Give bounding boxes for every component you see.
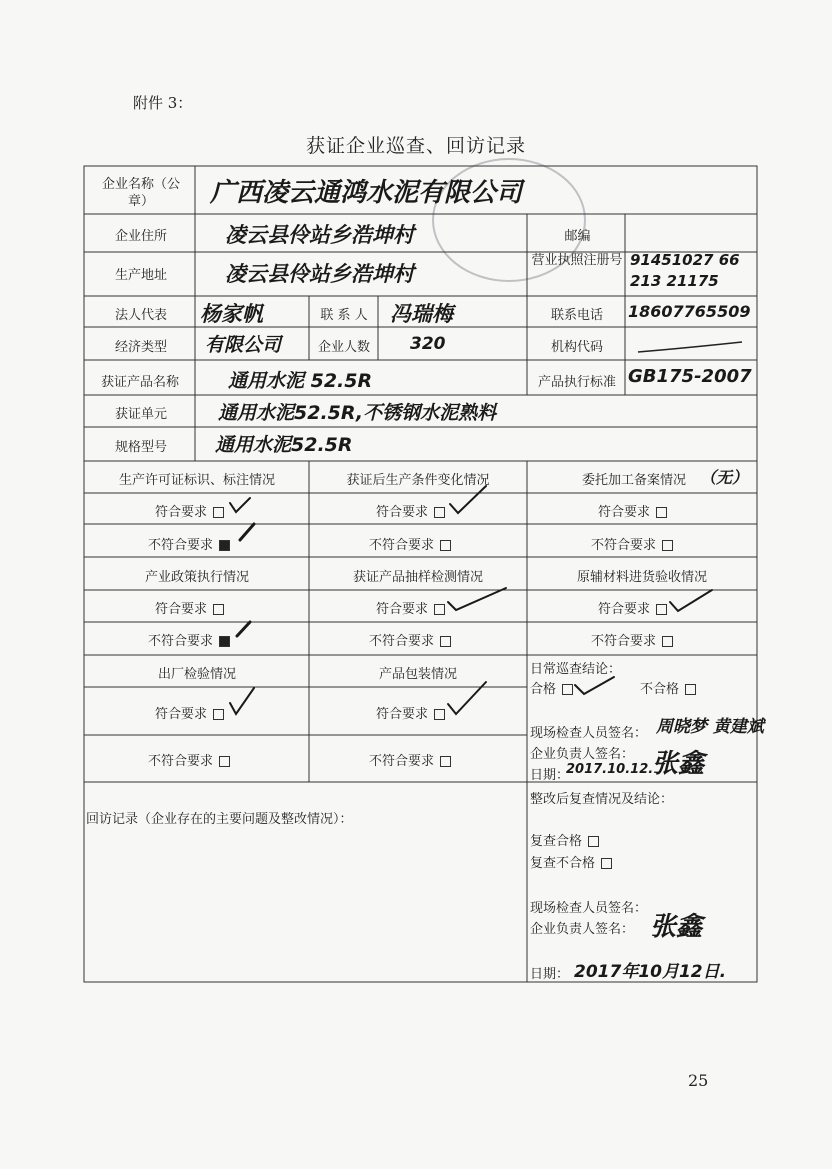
outsourcing-header: 委托加工备案情况	[582, 473, 687, 488]
recheck-pass[interactable]: 复查合格	[530, 830, 599, 849]
econ-type-label: 经济类型	[114, 340, 167, 355]
address-value: 凌云县伶站乡浩坤村	[225, 223, 414, 247]
inspector-signature-label: 现场检查人员签名：	[530, 726, 648, 741]
phone-value: 18607765509	[628, 302, 751, 321]
date-label: 日期：	[530, 768, 570, 783]
outsourcing-note: （无）	[700, 468, 749, 487]
spec-value: 通用水泥52.5R	[215, 434, 353, 456]
license-mark-header: 生产许可证标识、标注情况	[118, 473, 275, 488]
outsourcing-ok[interactable]: 符合要求	[598, 501, 667, 520]
sampling-not-ok[interactable]: 不符合要求	[369, 630, 451, 649]
license-label: 营业执照注册号	[531, 253, 623, 268]
license-mark-ok[interactable]: 符合要求	[155, 501, 224, 520]
contact-value: 冯瑞梅	[390, 302, 453, 326]
legal-rep-label: 法人代表	[114, 308, 167, 323]
page-number: 25	[688, 1071, 709, 1090]
recheck-fail[interactable]: 复查不合格	[530, 852, 612, 871]
revisit-manager-signature: 张鑫	[650, 912, 703, 942]
industry-policy-ok[interactable]: 符合要求	[155, 598, 224, 617]
recheck-title: 整改后复查情况及结论：	[530, 792, 674, 807]
factory-inspection-header: 出厂检验情况	[157, 667, 236, 682]
factory-inspection-ok[interactable]: 符合要求	[155, 703, 224, 722]
contact-label: 联 系 人	[320, 308, 368, 323]
conclusion-fail[interactable]: 不合格	[640, 678, 696, 697]
company-name-value: 广西凌云通鸿水泥有限公司	[210, 178, 523, 208]
revisit-date-label: 日期：	[530, 967, 570, 982]
company-name-label: 企业名称（公章）	[101, 177, 180, 209]
packaging-ok[interactable]: 符合要求	[376, 703, 445, 722]
spec-label: 规格型号	[114, 440, 167, 455]
legal-rep-value: 杨家帆	[200, 302, 263, 326]
license-value: 91451027 66 213 21175	[630, 251, 740, 290]
manager-signature-label: 企业负责人签名：	[530, 747, 635, 762]
page-title: 获证企业巡查、回访记录	[305, 135, 526, 157]
standard-value: GB175-2007	[628, 366, 752, 387]
conclusion-pass[interactable]: 合格	[530, 678, 573, 697]
factory-inspection-not-ok[interactable]: 不符合要求	[148, 750, 230, 769]
product-label: 获证产品名称	[100, 375, 179, 390]
phone-label: 联系电话	[550, 308, 603, 323]
industry-policy-not-ok[interactable]: 不符合要求	[148, 630, 230, 649]
revisit-label: 回访记录（企业存在的主要问题及整改情况）：	[86, 812, 353, 827]
econ-type-value: 有限公司	[205, 334, 282, 356]
conditions-ok[interactable]: 符合要求	[376, 501, 445, 520]
headcount-value: 320	[410, 334, 446, 354]
outsourcing-not-ok[interactable]: 不符合要求	[591, 534, 673, 553]
raw-material-header: 原辅材料进货验收情况	[576, 570, 707, 585]
conclusion-title: 日常巡查结论：	[530, 662, 622, 677]
address-label: 企业住所	[114, 229, 167, 244]
unit-value: 通用水泥52.5R,不锈钢水泥熟料	[218, 402, 497, 424]
unit-label: 获证单元	[114, 407, 167, 422]
conditions-not-ok[interactable]: 不符合要求	[369, 534, 451, 553]
raw-material-not-ok[interactable]: 不符合要求	[591, 630, 673, 649]
org-code-label: 机构代码	[550, 340, 603, 355]
date-value: 2017.10.12.	[566, 762, 654, 777]
product-value: 通用水泥 52.5R	[228, 370, 373, 392]
raw-material-ok[interactable]: 符合要求	[598, 598, 667, 617]
headcount-label: 企业人数	[317, 340, 370, 355]
industry-policy-header: 产业政策执行情况	[144, 570, 249, 585]
production-address-value: 凌云县伶站乡浩坤村	[225, 262, 414, 286]
sampling-header: 获证产品抽样检测情况	[352, 570, 483, 585]
standard-label: 产品执行标准	[537, 375, 616, 390]
sampling-ok[interactable]: 符合要求	[376, 598, 445, 617]
license-mark-not-ok[interactable]: 不符合要求	[148, 534, 230, 553]
packaging-header: 产品包装情况	[378, 667, 457, 682]
manager-signature: 张鑫	[652, 749, 705, 779]
inspector-signature: 周晓梦 黄建斌	[656, 717, 764, 737]
attachment-label: 附件 3：	[133, 94, 193, 112]
production-address-label: 生产地址	[114, 268, 167, 283]
revisit-manager-label: 企业负责人签名：	[530, 922, 635, 937]
postcode-label: 邮编	[564, 229, 591, 244]
packaging-not-ok[interactable]: 不符合要求	[369, 750, 451, 769]
conditions-change-header: 获证后生产条件变化情况	[346, 473, 490, 488]
revisit-inspector-label: 现场检查人员签名：	[530, 901, 648, 916]
revisit-date-value: 2017年10月12日.	[574, 962, 727, 982]
